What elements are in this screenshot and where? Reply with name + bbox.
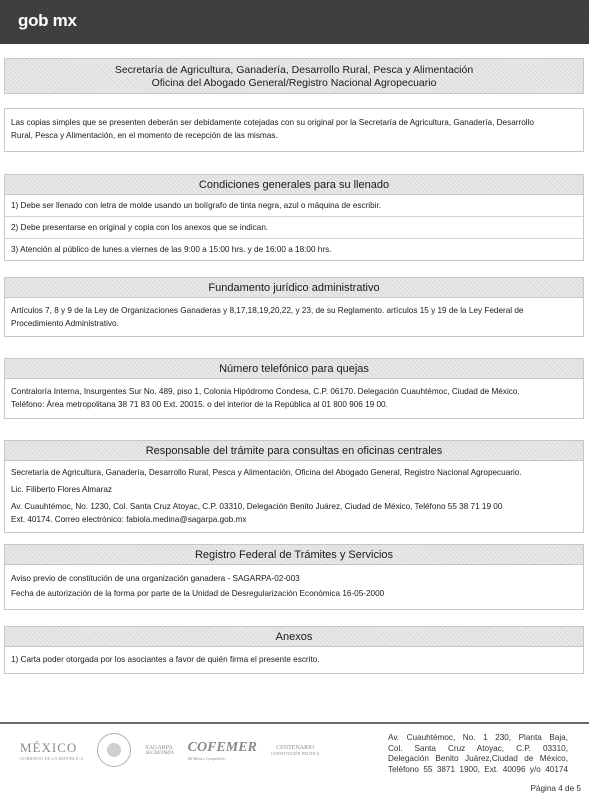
sagarpa-logo: SAGARPA SECRETARÍA bbox=[145, 744, 174, 756]
top-bar bbox=[0, 0, 589, 44]
agency-name: Secretaría de Agricultura, Ganadería, Desarrollo Rural, Pesca y Alimentación bbox=[114, 64, 474, 76]
list-item: 1) Debe ser llenado con letra de molde usando un bolígrafo de tinta negra, azul o máquina de escribir. bbox=[5, 195, 583, 217]
section-title: Fundamento jurídico administrativo bbox=[5, 278, 583, 298]
responsible-panel bbox=[4, 440, 584, 533]
centenario-logo: CENTENARIO CONSTITUCIÓN POLÍTICA bbox=[270, 744, 320, 756]
annexes-panel bbox=[4, 626, 584, 674]
responsible-address: Av. Cuauhtémoc, No. 1230, Col. Santa Cruz Atoyac, C.P. 03310, Delegación Benito Juárez, Ciudad de México, Teléfono 55 38 71 19 00 Ext. 40174. Correo electrónico: fabiola.medina@sagarpa.gob.mx bbox=[11, 502, 503, 524]
section-title: Responsable del trámite para consultas en oficinas centrales bbox=[5, 441, 583, 461]
cofemer-logo: COFEMER Mi México Competitivo bbox=[187, 739, 257, 761]
gob-mx-logo[interactable]: gob mx bbox=[18, 11, 77, 30]
mexico-logo: MÉXICO GOBIERNO DE LA REPÚBLICA bbox=[20, 739, 84, 761]
registry-panel bbox=[4, 544, 584, 610]
page-number: Página 4 de 5 bbox=[530, 784, 581, 793]
list-item: 3) Atención al público de lunes a viernes de las 9:00 a 15:00 hrs. y de 16:00 a 18:00 hrs. bbox=[11, 245, 332, 254]
legal-text: Artículos 7, 8 y 9 de la Ley de Organizaciones Ganaderas y 8,17,18,19,20,22, y 23, de su Reglamento. artículos 15 y 19 de la Ley Federal de Procedimiento Administrativo. bbox=[11, 306, 524, 328]
office-name: Oficina del Abogado General/Registro Nacional Agropecuario bbox=[151, 77, 437, 89]
section-title: Registro Federal de Trámites y Servicios bbox=[5, 545, 583, 565]
footer-divider bbox=[0, 722, 589, 724]
registry-text: Aviso previo de constitución de una organización ganadera - SAGARPA-02-003 Fecha de autorización de la forma por parte de la Unidad de Desregularización Económica 16-05-2000 bbox=[11, 574, 385, 598]
responsible-name: Lic. Filiberto Flores Almaraz bbox=[11, 485, 113, 494]
complaints-text: Contraloría Interna, Insurgentes Sur No. 489, piso 1, Colonia Hipódromo Condesa, C.P. 06170. Delegación Cuauhtémoc, Ciudad de México. Teléfono: Área metropolitana 38 71 83 00 Ext. 20015. o del interior de la República al 01 800 906 19 00. bbox=[11, 387, 520, 409]
section-title: Número telefónico para quejas bbox=[5, 359, 583, 379]
footer-address: Av. Cuauhtémoc, No. 1 230, Planta Baja, Col. Santa Cruz Atoyac, C.P. 03310, Delegación Benito Juárez,Ciudad de México, Teléfono 55 3871 1900, Ext. 40096 y/o 40174 bbox=[388, 733, 568, 774]
agency-header bbox=[4, 58, 584, 94]
section-title: Anexos bbox=[5, 627, 583, 647]
list-item: 1) Carta poder otorgada por los asociantes a favor de quién firma el presente escrito. bbox=[11, 655, 320, 664]
section-title: Condiciones generales para su llenado bbox=[5, 175, 583, 195]
intro-panel bbox=[4, 108, 584, 152]
list-item: 2) Debe presentarse en original y copia con los anexos que se indican. bbox=[5, 217, 583, 239]
intro-text: Las copias simples que se presenten deberán ser debidamente cotejadas con su original por la Secretaría de Agricultura, Ganadería, Desarrollo Rural, Pesca y Alimentación, en el momento de recepción de las mismas. bbox=[11, 118, 534, 140]
legal-panel bbox=[4, 277, 584, 337]
conditions-panel bbox=[4, 174, 584, 261]
footer-logos bbox=[20, 730, 320, 770]
national-seal-icon bbox=[97, 733, 131, 767]
complaints-panel bbox=[4, 358, 584, 419]
responsible-office: Secretaría de Agricultura, Ganadería, Desarrollo Rural, Pesca y Alimentación, Oficina del Abogado General, Registro Nacional Agropecuario. bbox=[11, 468, 522, 477]
